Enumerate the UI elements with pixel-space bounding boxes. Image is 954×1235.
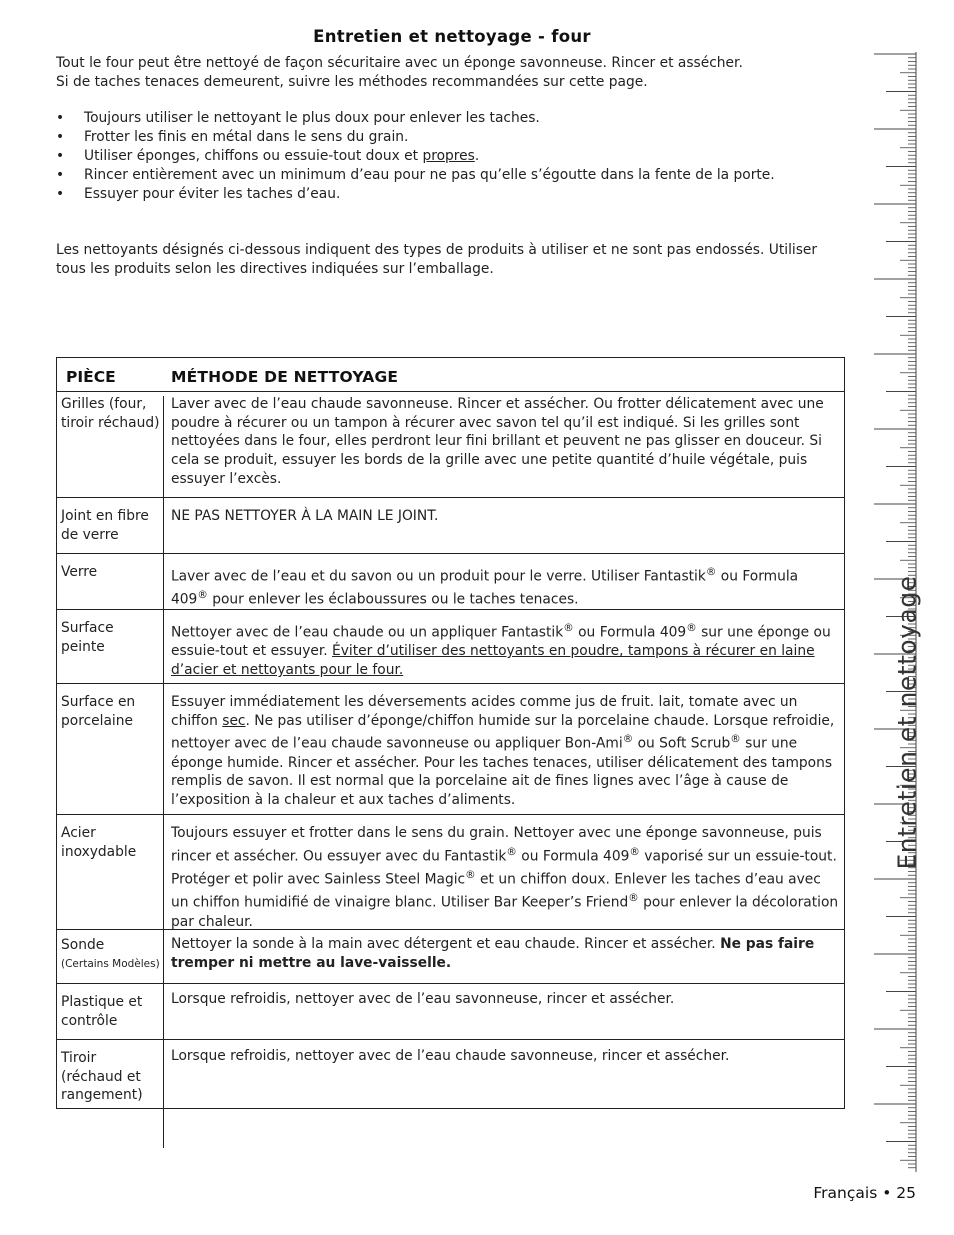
side-section-title: Entretien et nettoyage xyxy=(892,575,922,870)
row-piece: Sonde (Certains Modèles) xyxy=(61,936,161,973)
intro-paragraph xyxy=(56,54,846,92)
column-divider xyxy=(163,930,164,983)
row-piece: Acier inoxydable xyxy=(61,825,137,860)
products-note: Les nettoyants désignés ci-dessous indiquent des types de produits à utiliser et ne sont pas endossés. Utiliser tous les produits selon les directives indiquées sur l’emballage. xyxy=(56,242,818,277)
tips-list xyxy=(56,109,846,204)
row-method: Toujours essuyer et frotter dans le sens du grain. Nettoyer avec une éponge savonneuse, puis rincer et assécher. Ou essuyer avec du Fantastik® ou Formula 409® vaporisé sur un essuie-tout. Protéger et polir avec Sainless Steel Magic® et un chiffon doux. Enlever les taches d’eau avec un chiffon humidifié de vinaigre blanc. Utiliser Bar Keeper’s Friend® pour enlever la décoloration par chaleur. xyxy=(171,825,839,930)
list-item: • Frotter les finis en métal dans le sens du grain. xyxy=(56,129,409,145)
table-row xyxy=(57,684,844,815)
row-piece: Verre xyxy=(61,564,98,580)
column-divider xyxy=(163,554,164,609)
page-title: Entretien et nettoyage - four xyxy=(313,27,591,46)
column-divider xyxy=(163,396,164,497)
bullet-icon: • xyxy=(56,186,65,202)
row-piece: Surface peinte xyxy=(61,620,114,655)
row-method: NE PAS NETTOYER À LA MAIN LE JOINT. xyxy=(171,508,439,524)
row-piece: Plastique et contrôle xyxy=(61,994,143,1029)
list-item: • Rincer entièrement avec un minimum d’eau pour ne pas qu’elle s’égoutte dans la fente de la porte. xyxy=(56,167,775,183)
row-piece-note: (Certains Modèles) xyxy=(61,957,160,970)
column-divider xyxy=(163,684,164,814)
column-divider xyxy=(163,498,164,553)
table-row xyxy=(57,498,844,554)
column-divider xyxy=(163,984,164,1039)
table-row xyxy=(57,610,844,684)
table-row xyxy=(57,984,844,1040)
row-method: Laver avec de l’eau et du savon ou un produit pour le verre. Utiliser Fantastik® ou Formula 409® pour enlever les éclaboussures ou le taches tenaces. xyxy=(171,566,799,608)
row-method: Lorsque refroidis, nettoyer avec de l’eau chaude savonneuse, rincer et assécher. xyxy=(171,1048,730,1064)
intro-line-2: Si de taches tenaces demeurent, suivre les méthodes recommandées sur cette page. xyxy=(56,74,648,90)
table-row xyxy=(57,815,844,930)
table-row xyxy=(57,1040,844,1108)
row-piece: Surface en porcelaine xyxy=(61,694,136,729)
table-header xyxy=(57,358,844,392)
row-method: Lorsque refroidis, nettoyer avec de l’eau savonneuse, rincer et assécher. xyxy=(171,991,675,1007)
header-piece: PIÈCE xyxy=(66,368,116,386)
row-piece: Grilles (four, tiroir réchaud) xyxy=(61,396,160,431)
bullet-icon: • xyxy=(56,167,65,183)
bullet-icon: • xyxy=(56,110,65,126)
bullet-icon: • xyxy=(56,129,65,145)
column-divider xyxy=(163,610,164,683)
bullet-icon: • xyxy=(56,148,65,164)
row-piece: Tiroir (réchaud et rangement) xyxy=(61,1050,143,1104)
cleaning-table xyxy=(56,357,845,1109)
table-row xyxy=(57,554,844,610)
column-divider xyxy=(163,1040,164,1148)
row-method: Nettoyer avec de l’eau chaude ou un appliquer Fantastik® ou Formula 409® sur une éponge ou essuie-tout et essuyer. Éviter d’utiliser des nettoyants en poudre, tampons à récurer en laine d’acier et nettoyants pour le four. xyxy=(171,622,831,678)
row-method: Essuyer immédiatement les déversements acides comme jus de fruit. lait, tomate avec un chiffon sec. Ne pas utiliser d’éponge/chiffon humide sur la porcelaine chaude. Lorsque refroidie, nettoyer avec de l’eau chaude savonneuse ou appliquer Bon-Ami® ou Soft Scrub® sur une éponge humide. Rincer et assécher. Pour les taches tenaces, utiliser délicatement des tampons remplis de savon. Il est normal que la porcelaine ait de fines lignes avec l’âge à cause de l’exposition à la chaleur et aux taches d’aliments. xyxy=(171,694,835,809)
header-method: MÉTHODE DE NETTOYAGE xyxy=(171,368,399,386)
row-method: Laver avec de l’eau chaude savonneuse. Rincer et assécher. Ou frotter délicatement avec une poudre à récurer ou un tampon à récurer avec savon tel qu’il est indiqué. Si les grilles sont nettoyées dans le four, elles perdront leur fini brillant et peuvent ne pas glisser en douceur. Si cela se produit, essuyer les bords de la grille avec une petite quantité d’huile végétale, puis essuyer l’excès. xyxy=(171,396,824,487)
list-item: • Essuyer pour éviter les taches d’eau. xyxy=(56,186,341,202)
row-method: Nettoyer la sonde à la main avec détergent et eau chaude. Rincer et assécher. Ne pas faire tremper ni mettre au lave-vaisselle. xyxy=(171,936,815,971)
row-piece: Joint en fibre de verre xyxy=(61,508,149,543)
list-item: • Utiliser éponges, chiffons ou essuie-tout doux et propres. xyxy=(56,148,480,164)
list-item: • Toujours utiliser le nettoyant le plus doux pour enlever les taches. xyxy=(56,110,540,126)
intro-line-1: Tout le four peut être nettoyé de façon sécuritaire avec un éponge savonneuse. Rincer et assécher. xyxy=(56,55,743,71)
page-footer: Français • 25 xyxy=(813,1184,916,1202)
column-divider xyxy=(163,815,164,929)
table-row xyxy=(57,930,844,984)
table-row xyxy=(57,392,844,498)
